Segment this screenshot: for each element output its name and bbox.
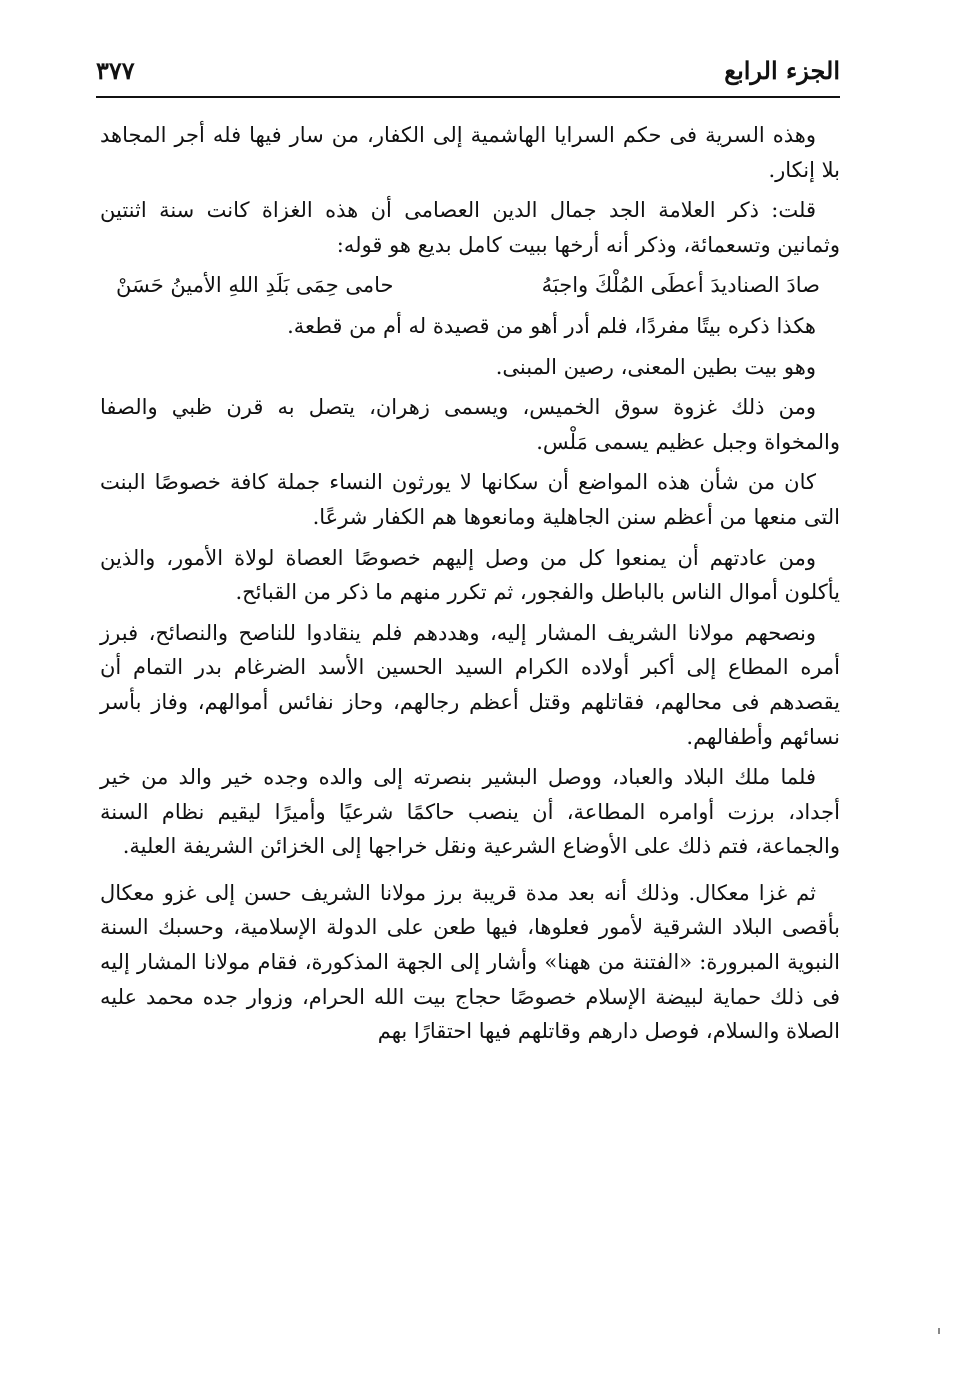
- paragraph: ونصحهم مولانا الشريف المشار إليه، وهددهم فلم ينقادوا للناصح والنصائح، فبرز أمره المطاع إلى أكبر أولاده الكرام السيد الحسين الأسد الضرغام بدر التمام أن يقصدهم فى محالهم، فقاتلهم وقتل أعظم رجالهم، وحاز نفائس أموالهم، وفاز بأسر نسائهم وأطفالهم.: [100, 620, 840, 749]
- running-header: [96, 52, 840, 98]
- verse-second-hemistich: حامى حِمَى بَلَدِ اللهِ الأمينُ حَسَنْ: [116, 273, 394, 298]
- verse-first-hemistich: صادَ الصناديدَ أعطَى المُلْكَ واجبَهُ: [541, 273, 820, 298]
- paragraph: وهذه السرية فى حكم السرايا الهاشمية إلى الكفار، من سار فيها فله أجر المجاهد بلا إنكار.: [100, 123, 840, 182]
- scan-speck: [938, 1328, 940, 1334]
- paragraph: كان من شأن هذه المواضع أن سكانها لا يورثون النساء جملة كافة خصوصًا البنت التى منعها من أعظم سنن الجاهلية ومانعوها هم الكفار شرعًا.: [100, 470, 840, 529]
- page-number: ٣٧٧: [96, 56, 135, 85]
- part-title: الجزء الرابع: [724, 56, 840, 85]
- paragraph: ومن عادتهم أن يمنعوا كل من وصل إليهم خصوصًا العصاة لولاة الأمور، والذين يأكلون أموال الناس بالباطل والفجور، ثم تكرر منهم ما ذكر من القبائح.: [100, 545, 840, 605]
- header-rule: [96, 96, 840, 98]
- paragraph: قلت: ذكر العلامة الجد جمال الدين العصامى أن هذه الغزاة كانت سنة اثنتين وثمانين وتسعمائة، وذكر أنه أرخها ببيت كامل بديع هو قوله:: [100, 198, 840, 257]
- paragraph: فلما ملك البلاد والعباد، ووصل البشير بنصرته إلى والده وجده خير والد من خير أجداد، برزت أوامره المطاعة، أن ينصب حاكمًا شرعيًا وأميرًا ليقيم نظام السنة والجماعة، فتم ذلك على الأوضاع الشرعية ونقل خراجها إلى الخزائن الشريفة العلية.: [100, 765, 840, 859]
- paragraph: هكذا ذكره بيتًا مفردًا، فلم أدر أهو من قصيدة له أم من قطعة.: [287, 313, 816, 338]
- paragraph: ومن ذلك غزوة سوق الخميس، ويسمى زهران، يتصل به قرن ظبي والصفا والمخواة وجبل عظيم يسمى مَلْس.: [100, 395, 840, 454]
- paragraph: ثم غزا معكال. وذلك أنه بعد مدة قريبة برز مولانا الشريف حسن إلى غزو معكال بأقصى البلاد الشرقية لأمور فعلوها، فيها طعن على الدولة الإسلامية، وحسبك السنة النبوية المبرورة: «الفتنة من ههنا» وأشار إلى الجهة المذكورة، فقام مولانا المشار إليه فى ذلك حماية لبيضة الإسلام خصوصًا حجاج بيت الله الحرام، وزوار جده محمد عليه الصلاة والسلام، فوصل دارهم وقاتلهم فيها احتقارًا بهم: [100, 880, 840, 1044]
- page-body: [100, 118, 840, 1055]
- paragraph: وهو بيت بطين المعنى، رصين المبنى.: [495, 354, 816, 379]
- poem-verse: [116, 268, 820, 303]
